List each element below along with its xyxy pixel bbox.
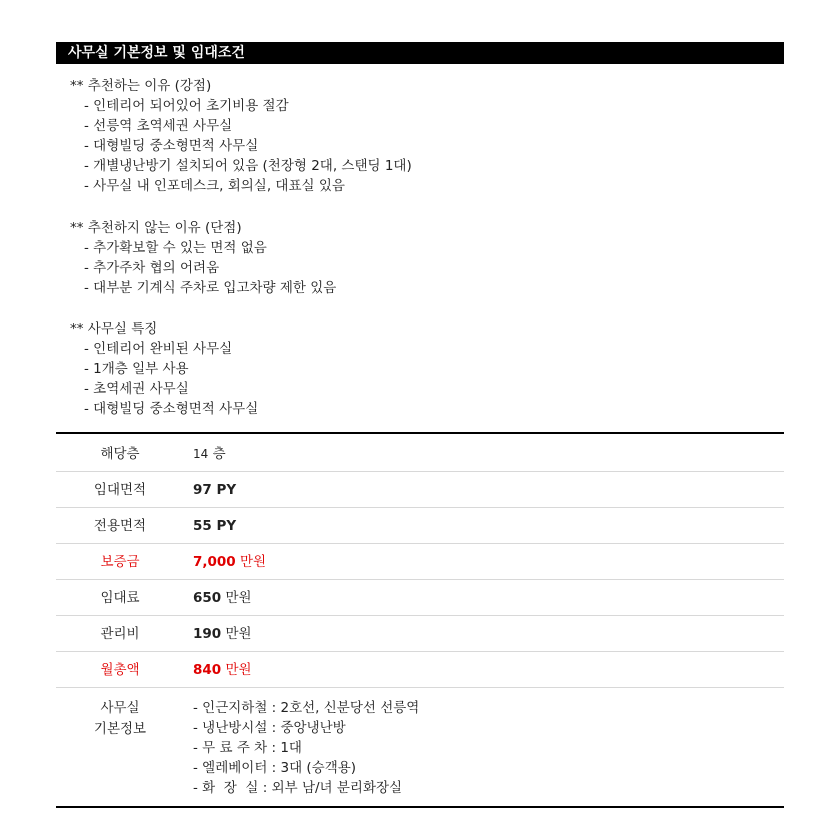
row-value-maintenance: 190 만원 (193, 626, 252, 642)
table-row (56, 508, 784, 544)
table-bottom-rule (56, 806, 784, 808)
table-row (56, 616, 784, 652)
section-title-bar (56, 42, 784, 64)
cons-item: - 대부분 기계식 주차로 입고차량 제한 있음 (84, 280, 337, 296)
row-label-monthly-total: 월총액 (100, 662, 140, 678)
pros-item: - 선릉역 초역세권 사무실 (84, 118, 233, 134)
row-value-exclusive-area: 55 PY (193, 518, 237, 534)
row-label-floor: 해당층 (100, 446, 140, 462)
table-top-rule (56, 432, 784, 434)
features-item: - 인테리어 완비된 사무실 (84, 341, 233, 357)
row-value-lease-area: 97 PY (193, 482, 237, 498)
features-item: - 1개층 일부 사용 (84, 361, 189, 377)
table-row (56, 580, 784, 616)
table-row (56, 652, 784, 688)
row-label-deposit: 보증금 (100, 554, 140, 570)
info-line: - 엘레베이터 : 3대 (승객용) (193, 760, 357, 776)
features-item: - 초역세권 사무실 (84, 381, 189, 397)
pros-section (70, 76, 770, 196)
row-label-lease-area: 임대면적 (93, 482, 147, 498)
table-row (56, 544, 784, 580)
info-line: - 화 장 실 : 외부 남/녀 분리화장실 (193, 780, 403, 796)
pros-item: - 인테리어 되어있어 초기비용 절감 (84, 98, 289, 114)
info-line: - 무 료 주 차 : 1대 (193, 740, 302, 756)
pros-header: ** 추천하는 이유 (강점) (70, 78, 212, 94)
table-row-office-info (56, 688, 784, 806)
pros-item: - 사무실 내 인포데스크, 회의실, 대표실 있음 (84, 178, 345, 194)
features-header: ** 사무실 특징 (70, 321, 158, 337)
pros-item: - 대형빌딩 중소형면적 사무실 (84, 138, 259, 154)
row-label-maintenance: 관리비 (100, 626, 140, 642)
table-row (56, 472, 784, 508)
info-line: - 인근지하철 : 2호선, 신분당선 선릉역 (193, 700, 420, 716)
row-value-floor: 14 층 (193, 446, 226, 462)
row-value-deposit: 7,000 만원 (193, 554, 267, 570)
cons-header: ** 추천하지 않는 이유 (단점) (70, 220, 242, 236)
info-line: - 냉난방시설 : 중앙냉난방 (193, 720, 346, 736)
row-value-rent: 650 만원 (193, 590, 252, 606)
table-row (56, 436, 784, 472)
pros-item: - 개별냉난방기 설치되어 있음 (천장형 2대, 스탠딩 1대) (84, 158, 412, 174)
row-value-monthly-total: 840 만원 (193, 662, 252, 678)
features-item: - 대형빌딩 중소형면적 사무실 (84, 401, 259, 417)
row-value-office-info (193, 698, 419, 798)
cons-item: - 추가주차 협의 어려움 (84, 260, 220, 276)
row-label-exclusive-area: 전용면적 (93, 518, 147, 534)
features-section (70, 319, 770, 419)
cons-section (70, 218, 770, 298)
row-label-rent: 임대료 (100, 590, 140, 606)
section-title: 사무실 기본정보 및 임대조건 (68, 45, 245, 61)
row-label-office-info: 사무실 기본정보 (93, 700, 147, 737)
cons-item: - 추가확보할 수 있는 면적 없음 (84, 240, 267, 256)
